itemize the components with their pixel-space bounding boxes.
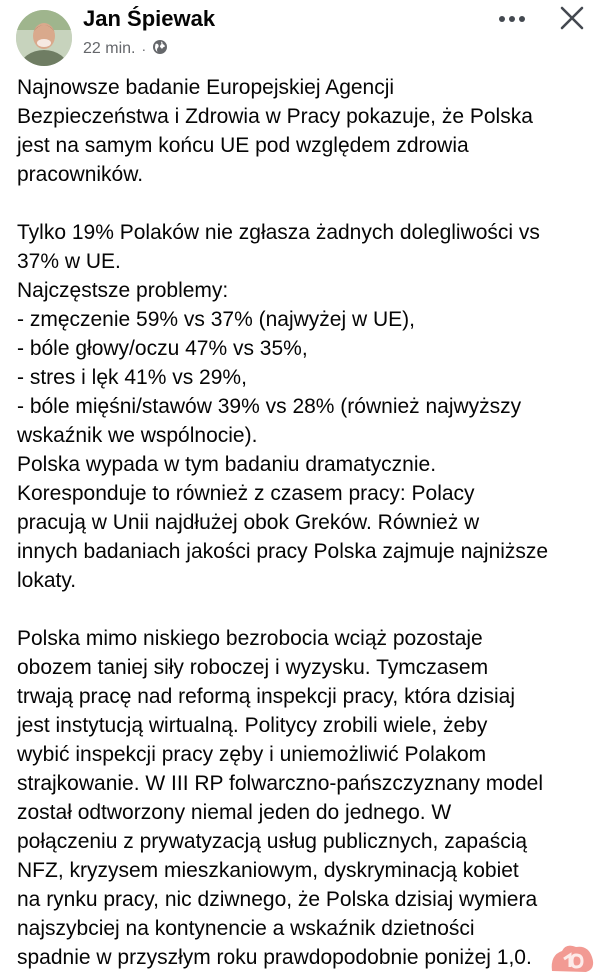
text-line: jest na samym końcu UE pod względem zdrowia xyxy=(17,134,469,157)
author-name[interactable]: Jan Śpiewak xyxy=(83,6,216,31)
text-line: pracują w Unii najdłużej obok Greków. Również w xyxy=(17,511,480,534)
paragraph-gap xyxy=(17,595,587,624)
text-line: został odtworzony niemal jeden do jednego. W xyxy=(17,801,452,824)
text-line: wskaźnik we wspólnocie). xyxy=(17,424,258,447)
avatar[interactable] xyxy=(16,10,72,66)
text-line: trwają pracę nad reformą inspekcji pracy, która dzisiaj xyxy=(17,685,515,708)
text-line: obozem taniej siły roboczej i wyzysku. Tymczasem xyxy=(17,656,489,679)
paragraph-gap xyxy=(17,189,587,218)
text-line: - bóle mięśni/stawów 39% vs 28% (również najwyższy xyxy=(17,395,522,418)
close-icon xyxy=(560,6,584,35)
text-line: na rynku pracy, nic dziwnego, że Polska dzisiaj wymiera xyxy=(17,888,538,911)
text-line: Najczęstsze problemy: xyxy=(17,279,229,302)
text-line: jest instytucją wirtualną. Politycy zrobili wiele, żeby xyxy=(17,714,488,737)
post-header xyxy=(0,0,600,68)
text-line: najszybciej na kontynencie a wskaźnik dzietności xyxy=(17,917,475,940)
text-line: pracowników. xyxy=(17,163,144,186)
text-line: - bóle głowy/oczu 47% vs 35%, xyxy=(17,337,308,360)
paragraph xyxy=(17,218,587,595)
text-line: Koresponduje to również z czasem pracy: Polacy xyxy=(17,482,475,505)
text-line: - stres i lęk 41% vs 29%, xyxy=(17,366,247,389)
paragraph xyxy=(17,624,587,972)
text-line: Polska mimo niskiego bezrobocia wciąż pozostaje xyxy=(17,627,483,650)
more-options-button[interactable] xyxy=(492,4,532,34)
text-line: Bezpieczeństwa i Zdrowia w Pracy pokazuje, że Polska xyxy=(17,105,533,128)
text-line: strajkowanie. W III RP folwarczno-pańszczyznany model xyxy=(17,772,543,795)
close-button[interactable] xyxy=(552,0,592,40)
text-line: 37% w UE. xyxy=(17,250,121,273)
text-line: połączeniu z prywatyzacją usług publicznych, zapaścią xyxy=(17,830,528,853)
text-line: innych badaniach jakości pracy Polska zajmuje najniższe xyxy=(17,540,549,563)
meta-separator: · xyxy=(141,41,147,57)
watermark-logo xyxy=(548,941,596,975)
text-line: Polska wypada w tym badaniu dramatycznie. xyxy=(17,453,437,476)
globe-icon xyxy=(152,39,168,60)
text-line: Tylko 19% Polaków nie zgłasza żadnych dolegliwości vs xyxy=(17,221,540,244)
post-time[interactable]: 22 min. xyxy=(83,40,136,57)
text-line: spadnie w przyszłym roku prawdopodobnie poniżej 1,0. xyxy=(17,946,532,969)
post-meta xyxy=(83,39,168,59)
paragraph xyxy=(17,73,587,189)
text-line: Najnowsze badanie Europejskiej Agencji xyxy=(17,76,395,99)
more-dots-icon xyxy=(498,10,526,28)
text-line: NFZ, kryzysem mieszkaniowym, dyskryminacją kobiet xyxy=(17,859,519,882)
text-line: lokaty. xyxy=(17,569,77,592)
text-line: wybić inspekcji pracy zęby i uniemożliwić Polakom xyxy=(17,743,487,766)
post-text xyxy=(17,73,587,972)
text-line: - zmęczenie 59% vs 37% (najwyżej w UE), xyxy=(17,308,415,331)
